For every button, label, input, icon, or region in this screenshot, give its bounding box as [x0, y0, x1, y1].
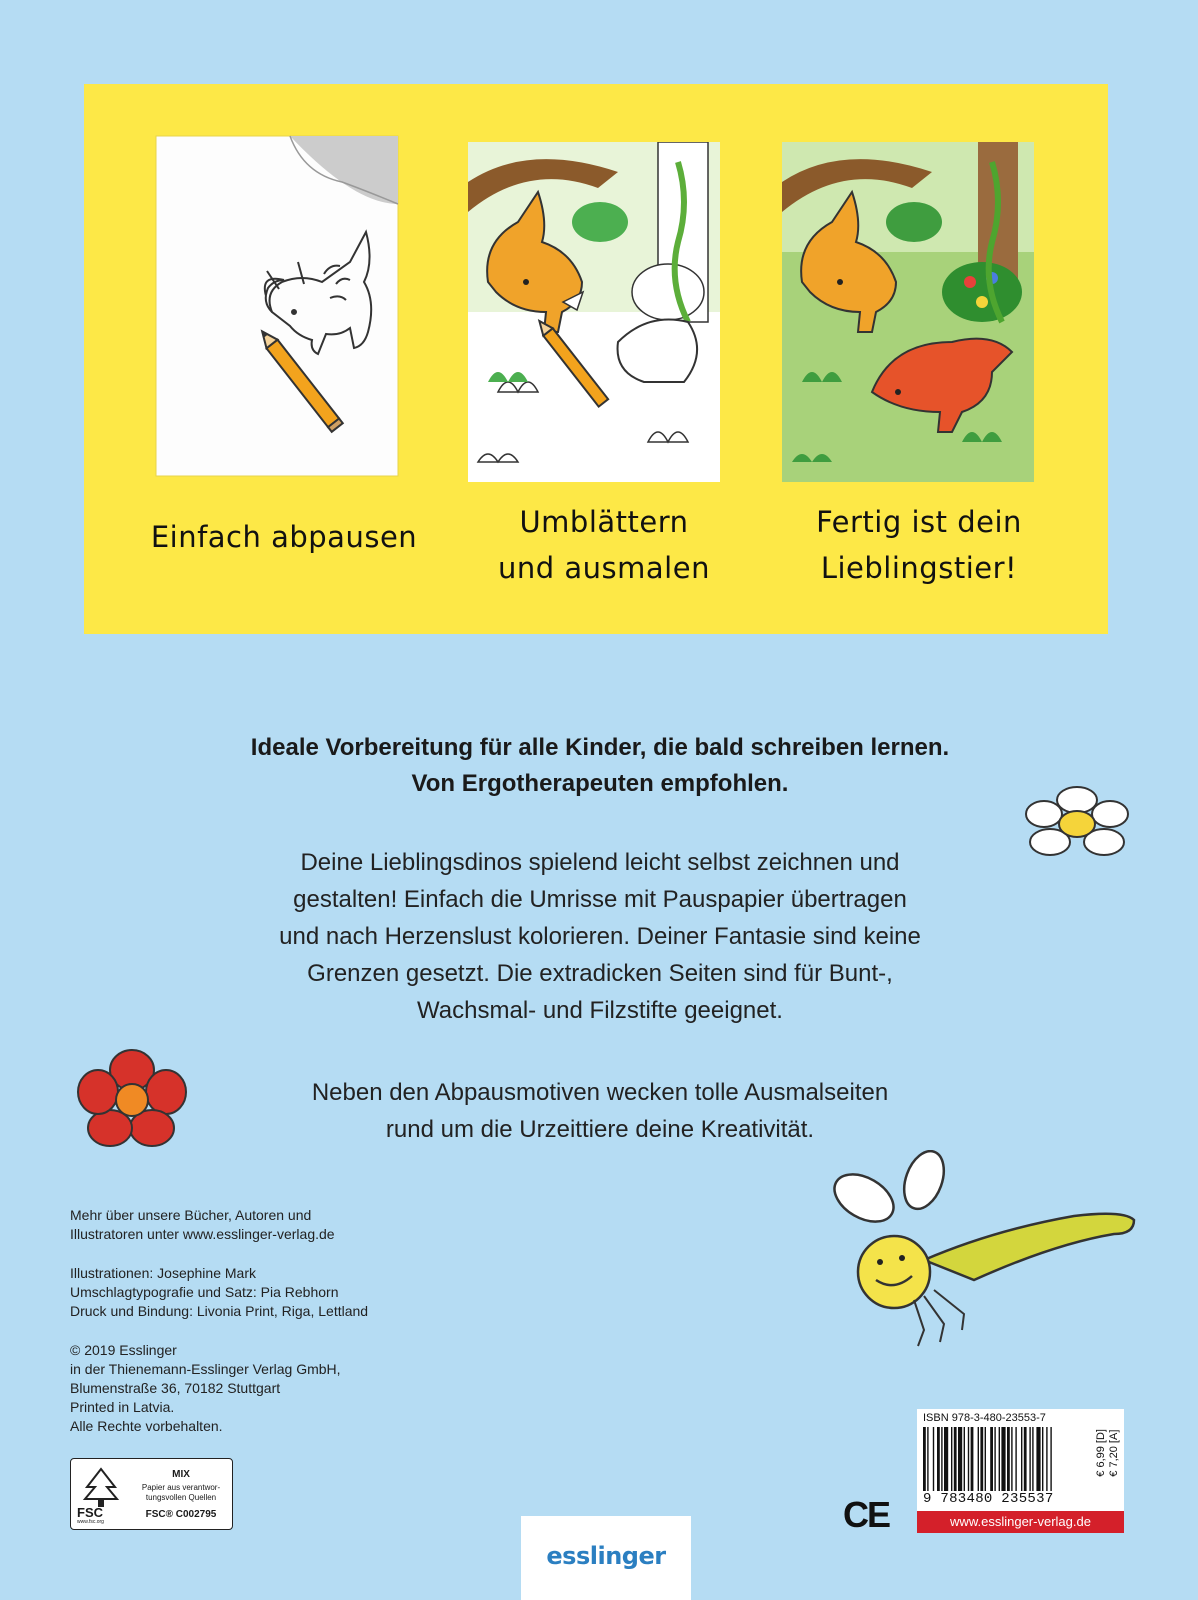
- description-line: Neben den Abpausmotiven wecken tolle Ausmalseiten: [311, 1079, 889, 1106]
- barcode-bar: [941, 1427, 942, 1491]
- imprint-line: Illustrationen: Josephine Mark: [70, 1265, 256, 1281]
- fsc-brand: FSC: [77, 1505, 103, 1520]
- dragonfly-icon: [824, 1150, 1154, 1380]
- imprint-copyright: [70, 1341, 341, 1436]
- publisher-tab: [521, 1516, 691, 1600]
- fsc-mix-label: MIX: [172, 1469, 190, 1480]
- barcode-bar: [944, 1427, 948, 1491]
- price-austria: € 7,20 [A]: [1108, 1429, 1120, 1477]
- step3-illustration: [782, 142, 1034, 482]
- headline-line1: Ideale Vorbereitung für alle Kinder, die bald schreiben lernen.: [250, 734, 950, 761]
- barcode-bar: [1011, 1427, 1012, 1491]
- barcode: [921, 1427, 1091, 1493]
- barcode-bar: [1024, 1427, 1027, 1491]
- barcode-bar: [978, 1427, 979, 1491]
- step2-illustration: [468, 142, 720, 482]
- imprint-credits: [70, 1264, 368, 1321]
- prices: [1095, 1429, 1121, 1477]
- publisher-logo: esslinger: [546, 1542, 666, 1570]
- imprint-more: [70, 1206, 335, 1244]
- fsc-label: [70, 1458, 233, 1530]
- headline: [150, 730, 1050, 802]
- step1-caption: Einfach abpausen: [150, 520, 418, 554]
- barcode-bar: [951, 1427, 952, 1491]
- imprint-line: in der Thienemann-Esslinger Verlag GmbH,: [70, 1361, 341, 1377]
- white-flower-icon: [1024, 786, 1130, 862]
- barcode-bar: [958, 1427, 962, 1491]
- fsc-url: www.fsc.org: [77, 1519, 104, 1525]
- barcode-bar: [971, 1427, 974, 1491]
- barcode-bar: [927, 1427, 928, 1491]
- barcode-bar: [968, 1427, 969, 1491]
- barcode-bar: [1050, 1427, 1051, 1491]
- imprint-line: Mehr über unsere Bücher, Autoren und: [70, 1207, 312, 1223]
- description-line: Grenzen gesetzt. Die extradicken Seiten sind für Bunt-,: [307, 960, 893, 987]
- barcode-bar: [923, 1427, 926, 1491]
- step3-caption: [749, 499, 1089, 591]
- barcode-bar: [1032, 1427, 1033, 1491]
- imprint-line: Printed in Latvia.: [70, 1399, 175, 1415]
- barcode-bar: [1001, 1427, 1005, 1491]
- barcode-bar: [1042, 1427, 1043, 1491]
- step3-caption-line2: Lieblingstier!: [820, 551, 1018, 585]
- imprint-line: © 2019 Esslinger: [70, 1342, 177, 1358]
- barcode-bar: [933, 1427, 934, 1491]
- barcode-box: [917, 1409, 1124, 1521]
- step1-illustration: [154, 134, 404, 484]
- fsc-text-line: Papier aus verantwor-: [141, 1483, 221, 1492]
- barcode-digits: 9 783480 235537: [923, 1491, 1054, 1507]
- imprint-line: Umschlagtypografie und Satz: Pia Rebhorn: [70, 1284, 339, 1300]
- barcode-bar: [964, 1427, 965, 1491]
- price-germany: € 6,99 [D]: [1095, 1429, 1107, 1477]
- fsc-text-line: tungsvollen Quellen: [145, 1493, 217, 1502]
- barcode-bar: [1029, 1427, 1030, 1491]
- isbn-text: ISBN 978-3-480-23553-7: [923, 1412, 1046, 1424]
- imprint-line: Alle Rechte vorbehalten.: [70, 1418, 223, 1434]
- description-line: rund um die Urzeittiere deine Kreativität.: [385, 1116, 815, 1143]
- barcode-bar: [1007, 1427, 1010, 1491]
- barcode-bar: [1036, 1427, 1040, 1491]
- imprint-line: Illustratoren unter www.esslinger-verlag.de: [70, 1226, 335, 1242]
- step2-caption: [434, 499, 774, 591]
- barcode-bar: [999, 1427, 1000, 1491]
- barcode-bar: [994, 1427, 995, 1491]
- barcode-bar: [1021, 1427, 1022, 1491]
- barcode-bar: [1046, 1427, 1047, 1491]
- barcode-bar: [985, 1427, 986, 1491]
- fsc-text: [131, 1483, 231, 1503]
- instruction-panel: [84, 84, 1108, 634]
- barcode-bar: [1015, 1427, 1016, 1491]
- imprint-line: Druck und Bindung: Livonia Print, Riga, Lettland: [70, 1303, 369, 1319]
- red-flower-icon: [76, 1048, 188, 1148]
- description-line: gestalten! Einfach die Umrisse mit Pauspapier übertragen: [293, 886, 907, 913]
- description-paragraph-2: [200, 1074, 1000, 1148]
- description-line: und nach Herzenslust kolorieren. Deiner Fantasie sind keine: [279, 923, 921, 950]
- barcode-bar: [937, 1427, 940, 1491]
- barcode-bar: [954, 1427, 957, 1491]
- step3-caption-line1: Fertig ist dein: [816, 505, 1022, 539]
- barcode-bar: [990, 1427, 993, 1491]
- description-paragraph-1: [200, 844, 1000, 1029]
- headline-line2: Von Ergotherapeuten empfohlen.: [411, 770, 789, 797]
- description-line: Wachsmal- und Filzstifte geeignet.: [417, 997, 783, 1024]
- publisher-url[interactable]: www.esslinger-verlag.de: [917, 1511, 1124, 1533]
- step2-caption-line2: und ausmalen: [498, 551, 710, 585]
- ce-mark: CE: [843, 1494, 890, 1535]
- imprint-line: Blumenstraße 36, 70182 Stuttgart: [70, 1380, 281, 1396]
- step2-caption-line1: Umblättern: [519, 505, 689, 539]
- description-line: Deine Lieblingsdinos spielend leicht selbst zeichnen und: [300, 849, 900, 876]
- barcode-bar: [980, 1427, 983, 1491]
- fsc-code: FSC® C002795: [145, 1509, 217, 1520]
